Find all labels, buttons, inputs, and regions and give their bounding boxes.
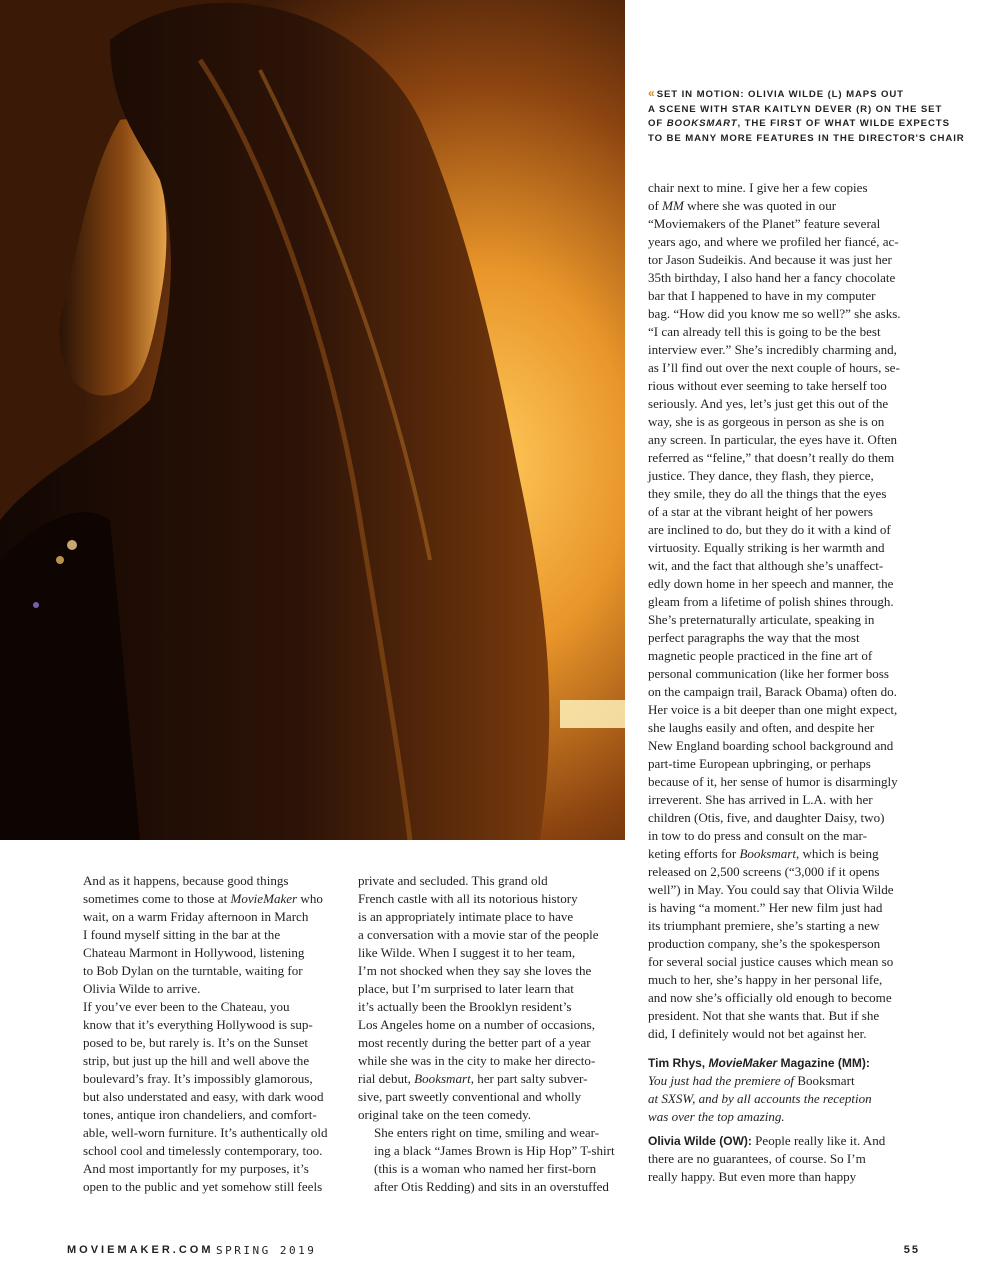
article-column-1 [67, 872, 339, 1196]
caption-line-3: OF BOOKSMART, THE FIRST OF WHAT WILDE EXPECTS [648, 118, 950, 129]
footer-issue: SPRING 2019 [216, 1244, 317, 1257]
paragraph: And as it happens, because good things sometimes come to those at MovieMaker who wait, on a warm Friday afternoon in March I found myself sitting in the bar at the Chateau Marmont in Hollywood, listening to Bob Dylan on the turntable, waiting for Olivia Wilde to arrive. [83, 873, 323, 996]
caption-line-1: « SET IN MOTION: OLIVIA WILDE (L) MAPS OUT [648, 86, 904, 100]
double-chevron-left-icon: « [648, 86, 654, 100]
paragraph: chair next to mine. I give her a few copies of MM where she was quoted in our “Moviemakers of the Planet” feature several years ago, and where we profiled her fiancé, ac- tor Jason Sudeikis. And because it was just her 35th birthday, I also hand her a fancy chocolate bar that I happened to have in my computer bag. “How did you know me so well?” she asks. “I can already tell this is going to be the best interview ever.” She’s incredibly charming and, as I’ll find out over the next couple of hours, se- rious without ever seeming to take herself too seriously. And yes, let’s just get this out of the way, she is as gorgeous in person as she is on any screen. In particular, the eyes have it. Often referred as “feline,” that doesn’t really do them justice. They dance, they flash, they pierce, they smile, they do all the things that the eyes of a star at the vibrant height of her powers are inclined to do, but they do it with a kind of virtuosity. Equally striking is her warmth and wit, and the fact that although she’s unaffect- edly down home in her speech and manner, the gleam from a lifetime of polish shines through. She’s preternaturally articulate, speaking in perfect paragraphs the way that the most magnetic people practiced in the fine art of personal communication (like her former boss on the campaign trail, Barack Obama) often do. Her voice is a bit deeper than one might expect, she laughs easily and often, and despite her New England boarding school background and part-time European upbringing, or perhaps because of it, her sense of humor is disarmingly irreverent. She has arrived in L.A. with her children (Otis, five, and daughter Daisy, two) in tow to do press and consult on the mar- keting efforts for Booksmart, which is being released on 2,500 screens (“3,000 if it opens well”) in May. You could say that Olivia Wilde is having “a moment.” Her new film just had its triumphant premiere, she’s starting a new production company, she’s the spokesperson for several social justice causes which mean so much to her, she’s happy in her personal life, and now she’s officially old enough to become president. Not that she wants that. But if she did, I definitely would not bet against her. [648, 180, 901, 1041]
answer-speaker: Olivia Wilde (OW): [648, 1134, 752, 1148]
question-speaker: Tim Rhys, MovieMaker Magazine (MM): [648, 1056, 870, 1070]
footer-site: MOVIEMAKER.COM [67, 1244, 214, 1256]
interview-question: Tim Rhys, MovieMaker Magazine (MM): You just had the premiere of Booksmart at SXSW, and by all accounts the reception was over the top amazing. [648, 1054, 920, 1126]
interview-answer: Olivia Wilde (OW): People really like it. And there are no guarantees, of course. So I’m really happy. But even more than happy [648, 1133, 886, 1184]
caption-line-4: TO BE MANY MORE FEATURES IN THE DIRECTOR'S CHAIR [648, 132, 965, 144]
page-number: 55 [903, 1244, 920, 1256]
portrait-photo-image [0, 0, 625, 840]
article-column-2 [358, 872, 628, 1196]
article-column-3 [648, 179, 920, 1186]
paragraph: She enters right on time, smiling and wear- ing a black “James Brown is Hip Hop” T-shirt (this is a woman who named her first-born after Otis Redding) and sits in an overstuffed [374, 1125, 615, 1194]
caption-line-2: A SCENE WITH STAR KAITLYN DEVER (R) ON THE SET [648, 103, 943, 115]
photo-caption [648, 86, 965, 146]
paragraph: If you’ve ever been to the Chateau, you know that it’s everything Hollywood is sup- posed to be, but rarely is. It’s on the Sunset strip, but just up the hill and well above the boulevard’s fray. It’s impossibly glamorous, but also understated and easy, with dark wood tones, antique iron chandeliers, and comfort- able, well-worn furniture. It’s authentically old school cool and timelessly contemporary, too. And most importantly for my purposes, it’s open to the public and yet somehow still feels [83, 999, 328, 1194]
hero-photo [0, 0, 625, 840]
paragraph: private and secluded. This grand old French castle with all its notorious history is an appropriately intimate place to have a conversation with a movie star of the people like Wilde. When I suggest it to her team, I’m not shocked when they say she loves the place, but I’m surprised to later learn that it’s actually been the Brooklyn resident’s Los Angeles home on a number of occasions, most recently during the better part of a year while she was in the city to make her directo- rial debut, Booksmart, her part salty subver- sive, part sweetly conventional and wholly original take on the teen comedy. [358, 873, 599, 1122]
